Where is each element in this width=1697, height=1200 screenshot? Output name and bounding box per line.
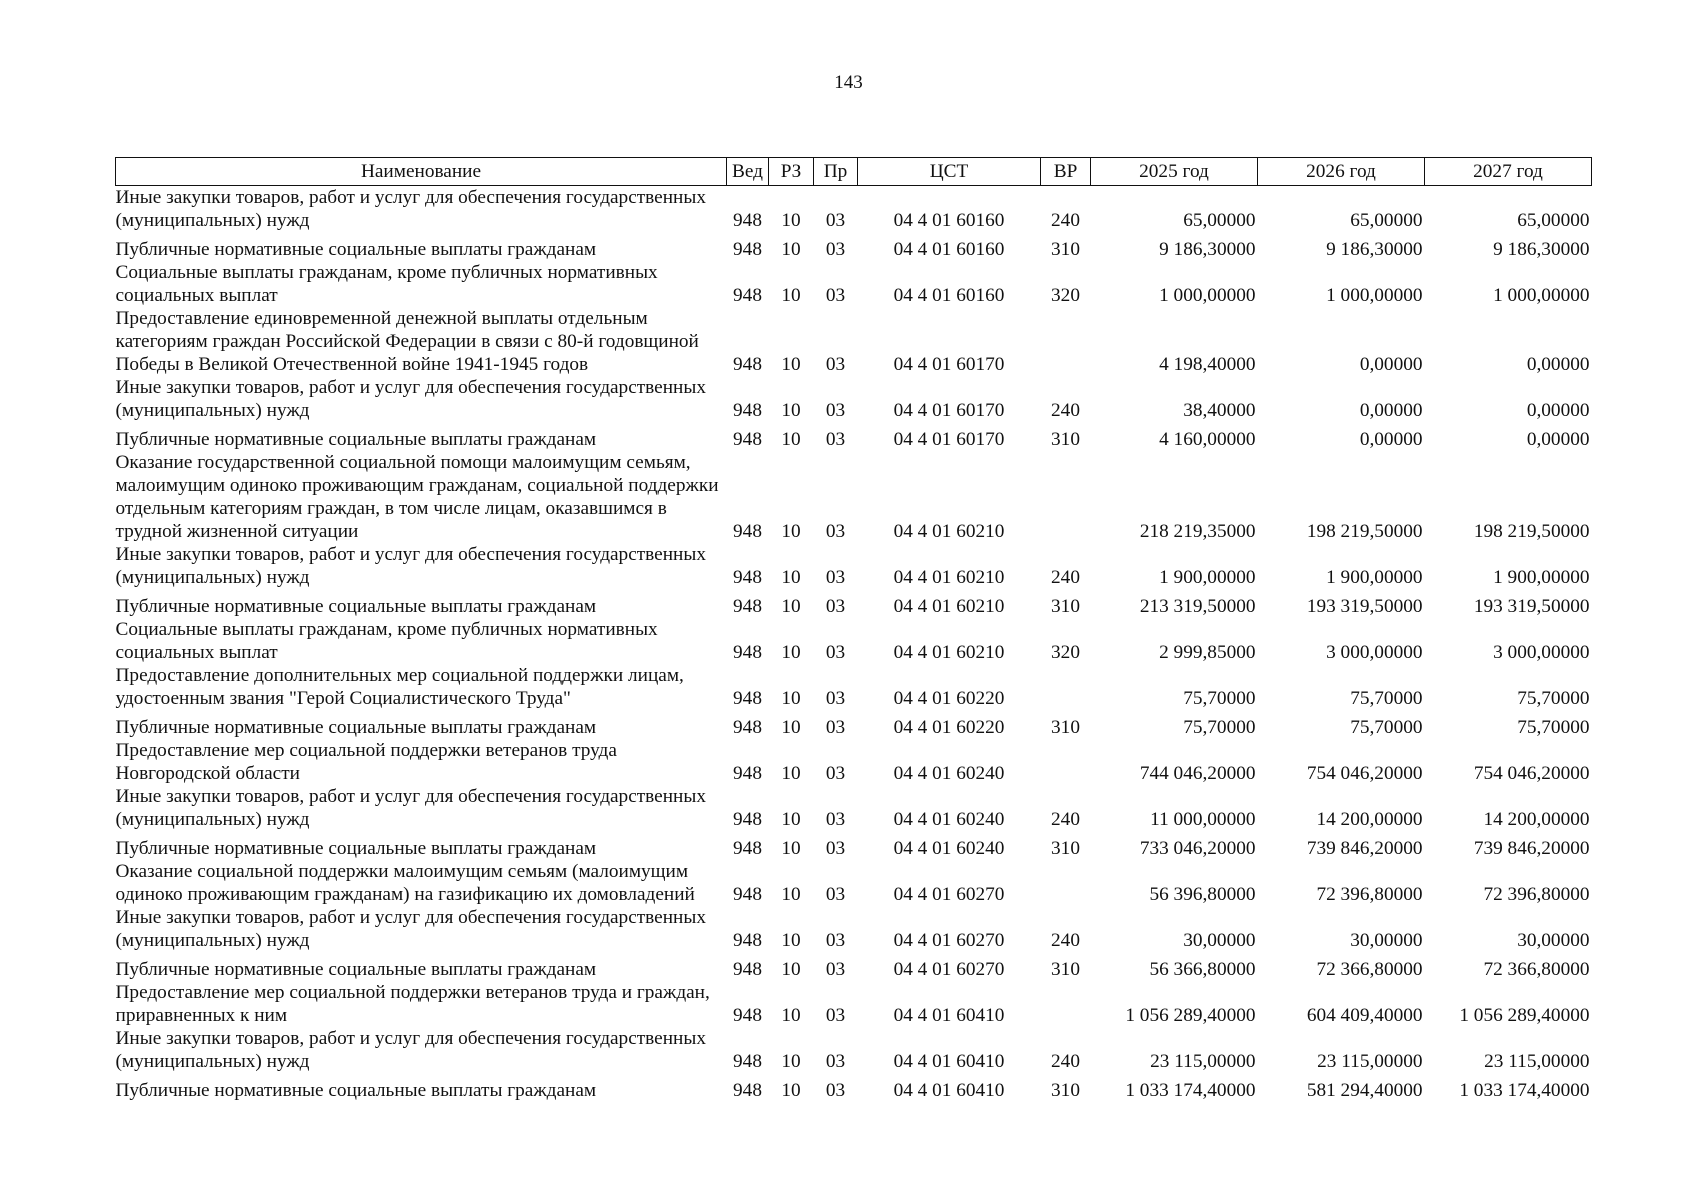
cell-name: Публичные нормативные социальные выплаты гражданам (115, 1080, 597, 1101)
cell-2027: 0,00000 (1526, 429, 1590, 450)
cell-name: Иные закупки товаров, работ и услуг для обеспечения государственных (муниципальных) нужд (115, 786, 706, 830)
cell-name: Оказание государственной социальной помощи малоимущим семьям, малоимущим одиноко проживающим гражданам, социальной поддержки отдельным категориям граждан, в том числе лицам, оказавшимся в трудной жизненной ситуации (115, 452, 719, 542)
cell-2027: 72 366,80000 (1483, 959, 1590, 980)
cell-cst: 04 4 01 60240 (893, 763, 1005, 784)
cell-2027: 1 056 289,40000 (1459, 1005, 1590, 1026)
cell-rz: 10 (781, 717, 801, 738)
cell-2025: 4 198,40000 (1159, 354, 1256, 375)
cell-2025: 1 033 174,40000 (1125, 1080, 1256, 1101)
cell-2026: 3 000,00000 (1326, 642, 1423, 663)
cell-cst: 04 4 01 60410 (893, 1051, 1005, 1072)
cell-2026: 23 115,00000 (1317, 1051, 1423, 1072)
cell-rz: 10 (781, 429, 801, 450)
cell-vr (1041, 860, 1091, 906)
cell-ved: 948 (733, 1051, 762, 1072)
cell-cst: 04 4 01 60270 (893, 884, 1005, 905)
cell-pr: 03 (825, 1005, 846, 1026)
cell-ved: 948 (733, 809, 762, 830)
cell-ved: 948 (733, 521, 762, 542)
header-2027: 2027 год (1425, 158, 1592, 186)
cell-pr: 03 (825, 567, 846, 588)
table-body (116, 186, 1592, 1103)
table-row (116, 186, 1592, 233)
cell-pr: 03 (825, 596, 846, 617)
cell-2025: 23 115,00000 (1150, 1051, 1256, 1072)
cell-name: Публичные нормативные социальные выплаты гражданам (115, 959, 597, 980)
cell-pr: 03 (825, 1080, 846, 1101)
cell-2026: 30,00000 (1350, 930, 1423, 951)
cell-2027: 739 846,20000 (1473, 838, 1590, 859)
cell-2026: 72 366,80000 (1316, 959, 1423, 980)
cell-2026: 1 000,00000 (1326, 285, 1423, 306)
table-row (116, 451, 1592, 543)
cell-2027: 9 186,30000 (1493, 239, 1590, 260)
cell-2026: 1 900,00000 (1326, 567, 1423, 588)
cell-name: Иные закупки товаров, работ и услуг для обеспечения государственных (муниципальных) нужд (115, 377, 706, 421)
cell-ved: 948 (733, 884, 762, 905)
table-row (116, 785, 1592, 831)
table-row (116, 952, 1592, 981)
cell-cst: 04 4 01 60160 (893, 285, 1005, 306)
cell-2025: 2 999,85000 (1159, 642, 1256, 663)
cell-name: Предоставление единовременной денежной выплаты отдельным категориям граждан Российской Федерации в связи с 80-й годовщиной Победы в Великой Отечественной войне 1941-1945 годов (115, 308, 699, 375)
table-row (116, 232, 1592, 261)
cell-2025: 1 900,00000 (1159, 567, 1256, 588)
cell-2025: 65,00000 (1183, 210, 1256, 231)
cell-ved: 948 (733, 239, 762, 260)
cell-name: Предоставление мер социальной поддержки ветеранов труда Новгородской области (115, 740, 617, 784)
cell-2025: 733 046,20000 (1139, 838, 1256, 859)
cell-cst: 04 4 01 60210 (893, 642, 1005, 663)
cell-vr (1041, 451, 1091, 543)
cell-cst: 04 4 01 60240 (893, 838, 1005, 859)
cell-rz: 10 (781, 239, 801, 260)
cell-rz: 10 (781, 354, 801, 375)
cell-pr: 03 (825, 239, 846, 260)
cell-ved: 948 (733, 210, 762, 231)
cell-vr: 310 (1051, 717, 1080, 738)
cell-2025: 744 046,20000 (1139, 763, 1256, 784)
cell-2027: 1 033 174,40000 (1459, 1080, 1590, 1101)
cell-ved: 948 (733, 838, 762, 859)
table-header-row (116, 158, 1592, 186)
cell-vr: 310 (1051, 429, 1080, 450)
cell-2026: 65,00000 (1350, 210, 1423, 231)
cell-2027: 198 219,50000 (1473, 521, 1590, 542)
cell-name: Публичные нормативные социальные выплаты гражданам (115, 596, 597, 617)
cell-ved: 948 (733, 1005, 762, 1026)
cell-vr (1041, 981, 1091, 1027)
cell-cst: 04 4 01 60160 (893, 210, 1005, 231)
cell-2026: 0,00000 (1359, 354, 1423, 375)
cell-cst: 04 4 01 60210 (893, 521, 1005, 542)
cell-2027: 1 000,00000 (1493, 285, 1590, 306)
cell-2026: 193 319,50000 (1306, 596, 1423, 617)
cell-name: Публичные нормативные социальные выплаты гражданам (115, 239, 597, 260)
table-row (116, 618, 1592, 664)
cell-2025: 11 000,00000 (1150, 809, 1256, 830)
cell-2025: 1 000,00000 (1159, 285, 1256, 306)
cell-2027: 754 046,20000 (1473, 763, 1590, 784)
cell-2026: 604 409,40000 (1306, 1005, 1423, 1026)
cell-ved: 948 (733, 596, 762, 617)
cell-ved: 948 (733, 959, 762, 980)
cell-name: Предоставление дополнительных мер социальной поддержки лицам, удостоенным звания "Герой Социалистического Труда" (115, 665, 684, 709)
cell-pr: 03 (825, 285, 846, 306)
cell-vr: 310 (1051, 239, 1080, 260)
table-row (116, 1027, 1592, 1073)
cell-2027: 3 000,00000 (1493, 642, 1590, 663)
cell-pr: 03 (825, 400, 846, 421)
table-row (116, 589, 1592, 618)
cell-ved: 948 (733, 1080, 762, 1101)
header-cst: ЦСТ (858, 158, 1041, 186)
table-row (116, 307, 1592, 376)
cell-rz: 10 (781, 521, 801, 542)
cell-name: Иные закупки товаров, работ и услуг для обеспечения государственных (муниципальных) нужд (115, 544, 706, 588)
cell-vr: 310 (1051, 959, 1080, 980)
cell-2025: 38,40000 (1183, 400, 1256, 421)
cell-pr: 03 (825, 959, 846, 980)
cell-2026: 75,70000 (1350, 688, 1423, 709)
cell-ved: 948 (733, 930, 762, 951)
header-pr: Пр (814, 158, 858, 186)
cell-2026: 754 046,20000 (1306, 763, 1423, 784)
header-2026: 2026 год (1258, 158, 1425, 186)
cell-cst: 04 4 01 60170 (893, 429, 1005, 450)
cell-2027: 0,00000 (1526, 354, 1590, 375)
cell-ved: 948 (733, 688, 762, 709)
cell-rz: 10 (781, 1005, 801, 1026)
cell-rz: 10 (781, 763, 801, 784)
table-row (116, 543, 1592, 589)
cell-cst: 04 4 01 60210 (893, 567, 1005, 588)
cell-rz: 10 (781, 285, 801, 306)
cell-cst: 04 4 01 60270 (893, 959, 1005, 980)
cell-vr: 240 (1051, 210, 1080, 231)
cell-2026: 9 186,30000 (1326, 239, 1423, 260)
cell-ved: 948 (733, 567, 762, 588)
cell-name: Социальные выплаты гражданам, кроме публичных нормативных социальных выплат (115, 262, 658, 306)
header-ved: Вед (727, 158, 769, 186)
cell-vr (1041, 307, 1091, 376)
cell-pr: 03 (825, 717, 846, 738)
table-row (116, 739, 1592, 785)
cell-2026: 739 846,20000 (1306, 838, 1423, 859)
cell-vr: 240 (1051, 809, 1080, 830)
cell-cst: 04 4 01 60160 (893, 239, 1005, 260)
cell-2025: 213 319,50000 (1139, 596, 1256, 617)
table-row (116, 981, 1592, 1027)
cell-vr: 320 (1051, 642, 1080, 663)
cell-2026: 75,70000 (1350, 717, 1423, 738)
cell-vr: 310 (1051, 1080, 1080, 1101)
cell-2025: 75,70000 (1183, 688, 1256, 709)
cell-pr: 03 (825, 688, 846, 709)
cell-2025: 75,70000 (1183, 717, 1256, 738)
table-row (116, 860, 1592, 906)
cell-rz: 10 (781, 642, 801, 663)
cell-vr: 310 (1051, 838, 1080, 859)
cell-name: Иные закупки товаров, работ и услуг для обеспечения государственных (муниципальных) нужд (115, 907, 706, 951)
table-row (116, 422, 1592, 451)
cell-cst: 04 4 01 60410 (893, 1080, 1005, 1101)
cell-2026: 0,00000 (1359, 429, 1423, 450)
cell-ved: 948 (733, 285, 762, 306)
cell-name: Социальные выплаты гражданам, кроме публичных нормативных социальных выплат (115, 619, 658, 663)
cell-cst: 04 4 01 60220 (893, 688, 1005, 709)
cell-rz: 10 (781, 838, 801, 859)
cell-2027: 75,70000 (1517, 717, 1590, 738)
table-row (116, 376, 1592, 422)
cell-pr: 03 (825, 809, 846, 830)
cell-pr: 03 (825, 429, 846, 450)
page-number: 143 (834, 72, 863, 93)
cell-2026: 581 294,40000 (1306, 1080, 1423, 1101)
cell-ved: 948 (733, 354, 762, 375)
cell-cst: 04 4 01 60270 (893, 930, 1005, 951)
cell-rz: 10 (781, 959, 801, 980)
cell-2026: 14 200,00000 (1316, 809, 1423, 830)
table-row (116, 1073, 1592, 1102)
cell-rz: 10 (781, 567, 801, 588)
cell-pr: 03 (825, 642, 846, 663)
cell-2026: 72 396,80000 (1316, 884, 1423, 905)
cell-vr: 320 (1051, 285, 1080, 306)
cell-vr: 240 (1051, 1051, 1080, 1072)
cell-pr: 03 (825, 354, 846, 375)
table-row (116, 831, 1592, 860)
cell-2027: 23 115,00000 (1484, 1051, 1590, 1072)
cell-rz: 10 (781, 884, 801, 905)
cell-2025: 4 160,00000 (1159, 429, 1256, 450)
header-name: Наименование (116, 158, 727, 186)
cell-2025: 1 056 289,40000 (1125, 1005, 1256, 1026)
cell-name: Иные закупки товаров, работ и услуг для обеспечения государственных (муниципальных) нужд (115, 187, 706, 231)
cell-name: Публичные нормативные социальные выплаты гражданам (115, 429, 597, 450)
cell-2027: 75,70000 (1517, 688, 1590, 709)
header-rz: РЗ (769, 158, 814, 186)
cell-vr (1041, 739, 1091, 785)
cell-pr: 03 (825, 884, 846, 905)
cell-2027: 72 396,80000 (1483, 884, 1590, 905)
table-row (116, 664, 1592, 710)
cell-ved: 948 (733, 717, 762, 738)
cell-pr: 03 (825, 1051, 846, 1072)
cell-cst: 04 4 01 60170 (893, 354, 1005, 375)
cell-rz: 10 (781, 930, 801, 951)
cell-name: Публичные нормативные социальные выплаты гражданам (115, 838, 597, 859)
table-row (116, 261, 1592, 307)
cell-cst: 04 4 01 60240 (893, 809, 1005, 830)
cell-vr: 240 (1051, 400, 1080, 421)
cell-2027: 1 900,00000 (1493, 567, 1590, 588)
cell-vr (1041, 664, 1091, 710)
table-row (116, 710, 1592, 739)
cell-2025: 56 366,80000 (1149, 959, 1256, 980)
budget-table (115, 157, 1592, 1102)
cell-pr: 03 (825, 521, 846, 542)
cell-name: Публичные нормативные социальные выплаты гражданам (115, 717, 597, 738)
cell-2027: 193 319,50000 (1473, 596, 1590, 617)
cell-name: Иные закупки товаров, работ и услуг для обеспечения государственных (муниципальных) нужд (115, 1028, 706, 1072)
cell-2027: 65,00000 (1517, 210, 1590, 231)
cell-pr: 03 (825, 930, 846, 951)
cell-vr: 240 (1051, 567, 1080, 588)
cell-2027: 14 200,00000 (1483, 809, 1590, 830)
cell-name: Предоставление мер социальной поддержки ветеранов труда и граждан, приравненных к ним (115, 982, 710, 1026)
cell-rz: 10 (781, 210, 801, 231)
cell-2027: 30,00000 (1517, 930, 1590, 951)
cell-2026: 0,00000 (1359, 400, 1423, 421)
header-2025: 2025 год (1091, 158, 1258, 186)
cell-rz: 10 (781, 809, 801, 830)
cell-2025: 218 219,35000 (1139, 521, 1256, 542)
cell-ved: 948 (733, 400, 762, 421)
cell-rz: 10 (781, 688, 801, 709)
cell-name: Оказание социальной поддержки малоимущим семьям (малоимущим одиноко проживающим гражданам) на газификацию их домовладений (115, 861, 695, 905)
cell-vr: 240 (1051, 930, 1080, 951)
cell-pr: 03 (825, 210, 846, 231)
cell-2026: 198 219,50000 (1306, 521, 1423, 542)
cell-vr: 310 (1051, 596, 1080, 617)
cell-2025: 9 186,30000 (1159, 239, 1256, 260)
cell-2025: 30,00000 (1183, 930, 1256, 951)
cell-cst: 04 4 01 60410 (893, 1005, 1005, 1026)
table-row (116, 906, 1592, 952)
cell-pr: 03 (825, 763, 846, 784)
cell-cst: 04 4 01 60170 (893, 400, 1005, 421)
cell-ved: 948 (733, 763, 762, 784)
cell-2025: 56 396,80000 (1149, 884, 1256, 905)
cell-rz: 10 (781, 596, 801, 617)
cell-2027: 0,00000 (1526, 400, 1590, 421)
header-vr: ВР (1041, 158, 1091, 186)
cell-cst: 04 4 01 60210 (893, 596, 1005, 617)
cell-rz: 10 (781, 400, 801, 421)
cell-rz: 10 (781, 1080, 801, 1101)
cell-ved: 948 (733, 642, 762, 663)
cell-ved: 948 (733, 429, 762, 450)
cell-rz: 10 (781, 1051, 801, 1072)
cell-pr: 03 (825, 838, 846, 859)
cell-cst: 04 4 01 60220 (893, 717, 1005, 738)
